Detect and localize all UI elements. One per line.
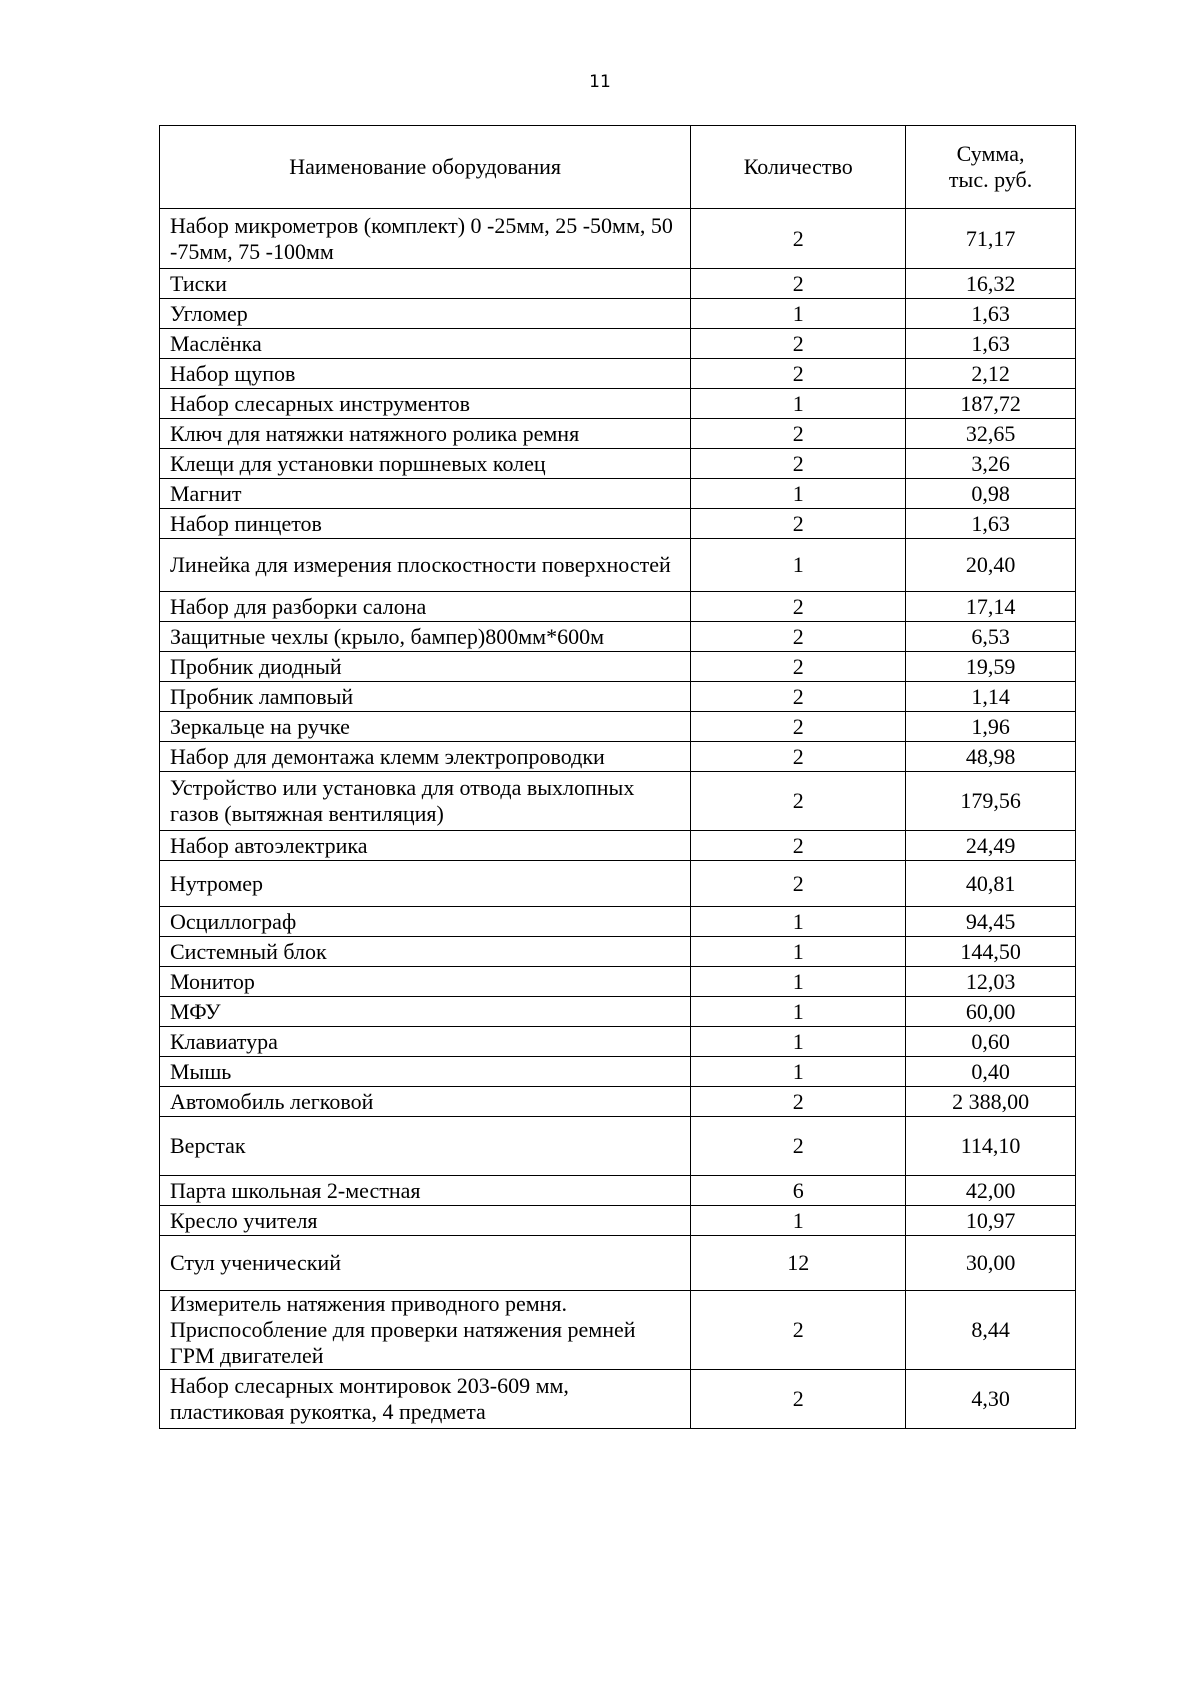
- table-row: [160, 1176, 1076, 1206]
- cell-name: МФУ: [160, 997, 691, 1027]
- cell-sum: 71,17: [906, 209, 1076, 269]
- cell-sum: 60,00: [906, 997, 1076, 1027]
- cell-sum: 0,60: [906, 1027, 1076, 1057]
- table-row: [160, 1027, 1076, 1057]
- table-row: [160, 907, 1076, 937]
- table-row: [160, 1206, 1076, 1236]
- cell-qty: 2: [691, 652, 906, 682]
- cell-qty: 2: [691, 449, 906, 479]
- cell-sum: 144,50: [906, 937, 1076, 967]
- cell-sum: 3,26: [906, 449, 1076, 479]
- cell-name: Парта школьная 2-местная: [160, 1176, 691, 1206]
- cell-qty: 1: [691, 479, 906, 509]
- cell-sum: 4,30: [906, 1370, 1076, 1429]
- cell-sum: 12,03: [906, 967, 1076, 997]
- cell-name: Клещи для установки поршневых колец: [160, 449, 691, 479]
- cell-qty: 1: [691, 967, 906, 997]
- cell-qty: 1: [691, 1206, 906, 1236]
- cell-sum: 17,14: [906, 592, 1076, 622]
- cell-qty: 1: [691, 997, 906, 1027]
- cell-sum: 19,59: [906, 652, 1076, 682]
- table-row: [160, 1117, 1076, 1176]
- cell-name: Системный блок: [160, 937, 691, 967]
- header-sum-line1: Сумма,: [956, 141, 1025, 166]
- cell-sum: 42,00: [906, 1176, 1076, 1206]
- cell-name: Набор автоэлектрика: [160, 831, 691, 861]
- header-qty: Количество: [691, 126, 906, 209]
- cell-name: Угломер: [160, 299, 691, 329]
- cell-sum: 114,10: [906, 1117, 1076, 1176]
- table-row: [160, 479, 1076, 509]
- cell-name: Магнит: [160, 479, 691, 509]
- cell-name: Зеркальце на ручке: [160, 712, 691, 742]
- cell-qty: 2: [691, 269, 906, 299]
- cell-name: Маслёнка: [160, 329, 691, 359]
- cell-sum: 10,97: [906, 1206, 1076, 1236]
- table-row: [160, 389, 1076, 419]
- cell-name: Набор слесарных инструментов: [160, 389, 691, 419]
- cell-name: Набор для демонтажа клемм электропроводки: [160, 742, 691, 772]
- cell-name: Пробник диодный: [160, 652, 691, 682]
- table-row: [160, 1057, 1076, 1087]
- cell-qty: 1: [691, 937, 906, 967]
- cell-name: Тиски: [160, 269, 691, 299]
- cell-name: Верстак: [160, 1117, 691, 1176]
- table-row: [160, 299, 1076, 329]
- cell-name: Мышь: [160, 1057, 691, 1087]
- cell-name: Набор для разборки салона: [160, 592, 691, 622]
- cell-qty: 6: [691, 1176, 906, 1206]
- table-row: [160, 209, 1076, 269]
- cell-qty: 1: [691, 907, 906, 937]
- cell-name: Устройство или установка для отвода выхлопных газов (вытяжная вентиляция): [160, 772, 691, 831]
- table-row: [160, 682, 1076, 712]
- cell-qty: 1: [691, 389, 906, 419]
- cell-qty: 2: [691, 329, 906, 359]
- cell-name: Набор микрометров (комплект) 0 -25мм, 25 -50мм, 50 -75мм, 75 -100мм: [160, 209, 691, 269]
- cell-sum: 1,96: [906, 712, 1076, 742]
- cell-sum: 1,63: [906, 509, 1076, 539]
- cell-name: Стул ученический: [160, 1236, 691, 1291]
- cell-sum: 24,49: [906, 831, 1076, 861]
- cell-sum: 30,00: [906, 1236, 1076, 1291]
- cell-sum: 94,45: [906, 907, 1076, 937]
- table-row: [160, 509, 1076, 539]
- cell-name: Кресло учителя: [160, 1206, 691, 1236]
- cell-qty: 2: [691, 712, 906, 742]
- cell-name: Набор пинцетов: [160, 509, 691, 539]
- cell-sum: 20,40: [906, 539, 1076, 592]
- cell-qty: 1: [691, 1057, 906, 1087]
- table-row: [160, 772, 1076, 831]
- cell-qty: 2: [691, 682, 906, 712]
- cell-qty: 2: [691, 592, 906, 622]
- cell-qty: 1: [691, 299, 906, 329]
- cell-qty: 2: [691, 772, 906, 831]
- cell-sum: 48,98: [906, 742, 1076, 772]
- cell-sum: 2 388,00: [906, 1087, 1076, 1117]
- cell-sum: 32,65: [906, 419, 1076, 449]
- cell-name: Автомобиль легковой: [160, 1087, 691, 1117]
- table-row: [160, 622, 1076, 652]
- equipment-table: [159, 125, 1076, 1429]
- cell-sum: 187,72: [906, 389, 1076, 419]
- table-body: [160, 209, 1076, 1429]
- table-header: [160, 126, 1076, 209]
- table-row: [160, 329, 1076, 359]
- cell-sum: 40,81: [906, 861, 1076, 907]
- header-row: [160, 126, 1076, 209]
- cell-sum: 1,63: [906, 299, 1076, 329]
- cell-qty: 2: [691, 622, 906, 652]
- cell-sum: 6,53: [906, 622, 1076, 652]
- cell-name: Набор щупов: [160, 359, 691, 389]
- cell-name: Ключ для натяжки натяжного ролика ремня: [160, 419, 691, 449]
- table-row: [160, 861, 1076, 907]
- cell-qty: 2: [691, 359, 906, 389]
- table-row: [160, 1291, 1076, 1370]
- cell-sum: 1,14: [906, 682, 1076, 712]
- cell-qty: 1: [691, 1027, 906, 1057]
- header-sum-line2: тыс. руб.: [948, 167, 1033, 192]
- cell-qty: 2: [691, 419, 906, 449]
- cell-qty: 2: [691, 209, 906, 269]
- table-row: [160, 1236, 1076, 1291]
- cell-qty: 1: [691, 539, 906, 592]
- table-row: [160, 937, 1076, 967]
- table-row: [160, 1370, 1076, 1429]
- cell-name: Пробник ламповый: [160, 682, 691, 712]
- table-row: [160, 997, 1076, 1027]
- cell-qty: 2: [691, 1291, 906, 1370]
- table-row: [160, 269, 1076, 299]
- cell-qty: 2: [691, 831, 906, 861]
- cell-sum: 2,12: [906, 359, 1076, 389]
- cell-sum: 0,40: [906, 1057, 1076, 1087]
- cell-name: Клавиатура: [160, 1027, 691, 1057]
- cell-qty: 2: [691, 861, 906, 907]
- cell-qty: 2: [691, 742, 906, 772]
- table-row: [160, 652, 1076, 682]
- cell-qty: 2: [691, 1087, 906, 1117]
- cell-sum: 8,44: [906, 1291, 1076, 1370]
- cell-qty: 2: [691, 509, 906, 539]
- cell-name: Набор слесарных монтировок 203-609 мм, пластиковая рукоятка, 4 предмета: [160, 1370, 691, 1429]
- cell-sum: 0,98: [906, 479, 1076, 509]
- cell-name: Защитные чехлы (крыло, бампер)800мм*600м: [160, 622, 691, 652]
- table-row: [160, 712, 1076, 742]
- table-row: [160, 449, 1076, 479]
- table-row: [160, 831, 1076, 861]
- cell-name: Осциллограф: [160, 907, 691, 937]
- table-row: [160, 359, 1076, 389]
- table-row: [160, 419, 1076, 449]
- cell-qty: 2: [691, 1370, 906, 1429]
- cell-sum: 1,63: [906, 329, 1076, 359]
- header-sum: [906, 126, 1076, 209]
- table-row: [160, 1087, 1076, 1117]
- table-row: [160, 742, 1076, 772]
- cell-sum: 179,56: [906, 772, 1076, 831]
- table-row: [160, 539, 1076, 592]
- page-number: 11: [589, 72, 611, 92]
- cell-sum: 16,32: [906, 269, 1076, 299]
- cell-qty: 12: [691, 1236, 906, 1291]
- table-row: [160, 592, 1076, 622]
- cell-name: Линейка для измерения плоскостности поверхностей: [160, 539, 691, 592]
- header-name: Наименование оборудования: [160, 126, 691, 209]
- cell-name: Измеритель натяжения приводного ремня. Приспособление для проверки натяжения ремней ГРМ двигателей: [160, 1291, 691, 1370]
- cell-name: Нутромер: [160, 861, 691, 907]
- table-row: [160, 967, 1076, 997]
- cell-qty: 2: [691, 1117, 906, 1176]
- cell-name: Монитор: [160, 967, 691, 997]
